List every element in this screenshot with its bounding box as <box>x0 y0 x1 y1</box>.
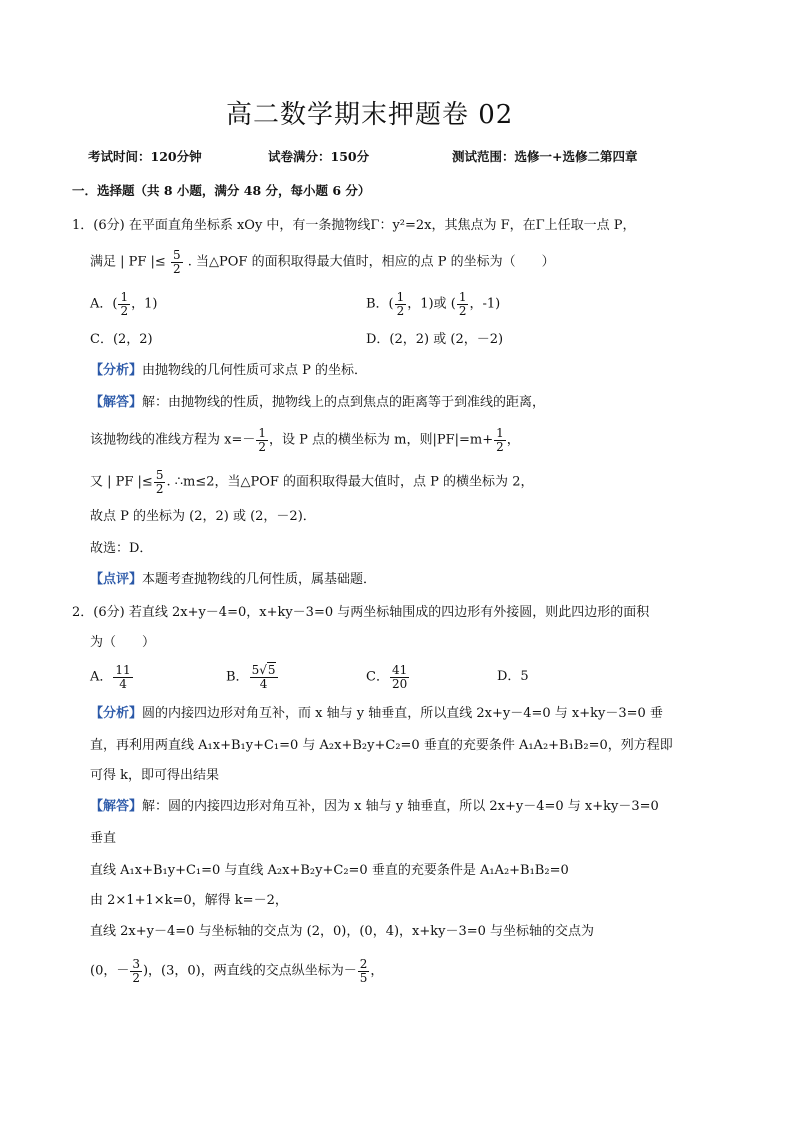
analysis-tag: 【分析】 <box>90 706 143 721</box>
q1-stem-line2 <box>90 249 555 275</box>
fraction: $\frac{1}{2}$ <box>496 426 504 454</box>
solution-tag: 【解答】 <box>90 799 143 814</box>
q2-stem-line2: 为（ ） <box>90 635 156 650</box>
analysis-tag: 【分析】 <box>90 363 143 378</box>
page-title: 高二数学期末押题卷 02 <box>226 100 514 130</box>
q2-stem-line1: 2．(6分) 若直线 2x+y－4=0，x+ky－3=0 与两坐标轴围成的四边形有外接圆，则此四边形的面积 <box>72 605 650 620</box>
section-header: 一．选择题（共 8 小题，满分 48 分，每小题 6 分） <box>72 183 371 198</box>
q2-solution-line3: 直线 A₁x+B₁y+C₁=0 与直线 A₂x+B₂y+C₂=0 垂直的充要条件是 A₁A₂+B₁B₂=0 <box>90 863 569 878</box>
q2-solution-line5: 直线 2x+y－4=0 与坐标轴的交点为 (2，0)，(0，4)，x+ky－3=0 与坐标轴的交点为 <box>90 924 595 939</box>
q1-stem-text: 在平面直角坐标系 xOy 中，有一条抛物线Γ：y²=2x，其焦点为 F，在Γ上任取一点 P， <box>128 218 636 233</box>
exam-score: 试卷满分：150分 <box>268 149 370 164</box>
fraction: $\frac{1}{2}$ <box>396 290 405 318</box>
fraction: $\frac{3}{2}$ <box>132 957 140 985</box>
q1-solution-line4: 故点 P 的坐标为 (2，2) 或 (2，－2)． <box>90 509 316 524</box>
q2-solution-line1: 【解答】解：圆的内接四边形对角互补，因为 x 轴与 y 轴垂直，所以 2x+y－4=0 与 x+ky－3=0 <box>90 799 659 814</box>
fraction: $\frac{5√5}{4}$ <box>251 663 276 691</box>
q1-stem-question: . 当△POF 的面积取得最大值时，相应的点 P 的坐标为（ ） <box>187 254 555 270</box>
q1-number: 1．(6分) <box>72 218 125 233</box>
q1-option-c: C．(2，2) <box>90 332 153 347</box>
q1-solution-line2: 该抛物线的准线方程为 x=－ $\frac{1}{2}$ ，设 P 点的横坐标为 m，则|PF|=m+ $\frac{1}{2}$ ， <box>90 426 520 454</box>
q2-number: 2．(6分) <box>72 605 125 620</box>
q2-analysis-line3: 可得 k，即可得出结果 <box>90 768 220 783</box>
fraction: $\frac{1}{2}$ <box>120 290 129 318</box>
q1-solution-line3: 又 | PF |≤ $\frac{5}{2}$ . ∴m≤2，当△POF 的面积取得最大值时，点 P 的横坐标为 2， <box>90 468 534 496</box>
fraction: $\frac{11}{4}$ <box>115 663 131 691</box>
fraction: $\frac{1}{2}$ <box>258 426 266 454</box>
q1-review: 【点评】本题考查抛物线的几何性质，属基础题． <box>90 572 377 587</box>
review-tag: 【点评】 <box>90 572 143 587</box>
fraction: $\frac{1}{2}$ <box>458 290 467 318</box>
q2-analysis-line2: 直，再利用两直线 A₁x+B₁y+C₁=0 与 A₂x+B₂y+C₂=0 垂直的充要条件 A₁A₂+B₁B₂=0，列方程即 <box>90 738 673 753</box>
fraction: $\frac{5}{2}$ <box>155 468 164 496</box>
q1-solution-line1: 【解答】解：由抛物线的性质，抛物线上的点到焦点的距离等于到准线的距离， <box>90 395 546 410</box>
q1-option-d: D．(2，2) 或 (2，－2) <box>366 332 504 347</box>
q1-stem-line1 <box>72 219 636 232</box>
q1-option-b: B．( $\frac{1}{2}$ ，1)或 ( $\frac{1}{2}$ ，-1) <box>366 290 501 318</box>
fraction: $\frac{5}{2}$ <box>172 248 181 276</box>
solution-tag: 【解答】 <box>90 395 143 410</box>
q2-option-c: C． $\frac{41}{20}$ <box>366 663 408 691</box>
q2-option-a: A． $\frac{11}{4}$ <box>90 663 131 691</box>
q1-option-a: A．( $\frac{1}{2}$ ，1) <box>90 290 158 318</box>
q2-solution-line6: (0，－ $\frac{3}{2}$ )，(3，0)，两直线的交点纵坐标为－ $\frac{2}{5}$ ， <box>90 957 384 985</box>
q2-analysis-line1: 【分析】圆的内接四边形对角互补，而 x 轴与 y 轴垂直，所以直线 2x+y－4=0 与 x+ky－3=0 垂 <box>90 706 663 721</box>
q2-option-b: B． $\frac{5√5}{4}$ <box>226 663 276 691</box>
q2-solution-line4: 由 2×1+1×k=0，解得 k=－2， <box>90 893 288 908</box>
fraction: $\frac{41}{20}$ <box>391 663 408 691</box>
q2-option-d: D．5 <box>497 669 529 684</box>
fraction: $\frac{2}{5}$ <box>359 957 368 985</box>
q1-solution-line5: 故选：D． <box>90 541 153 556</box>
q1-stem-condition: 满足 | PF |≤ <box>90 254 166 270</box>
exam-time: 考试时间：120分钟 <box>88 149 202 164</box>
exam-range: 测试范围：选修一+选修二第四章 <box>452 149 638 164</box>
q2-solution-line2: 垂直 <box>90 831 117 846</box>
q1-analysis: 【分析】由抛物线的几何性质可求点 P 的坐标． <box>90 363 368 378</box>
